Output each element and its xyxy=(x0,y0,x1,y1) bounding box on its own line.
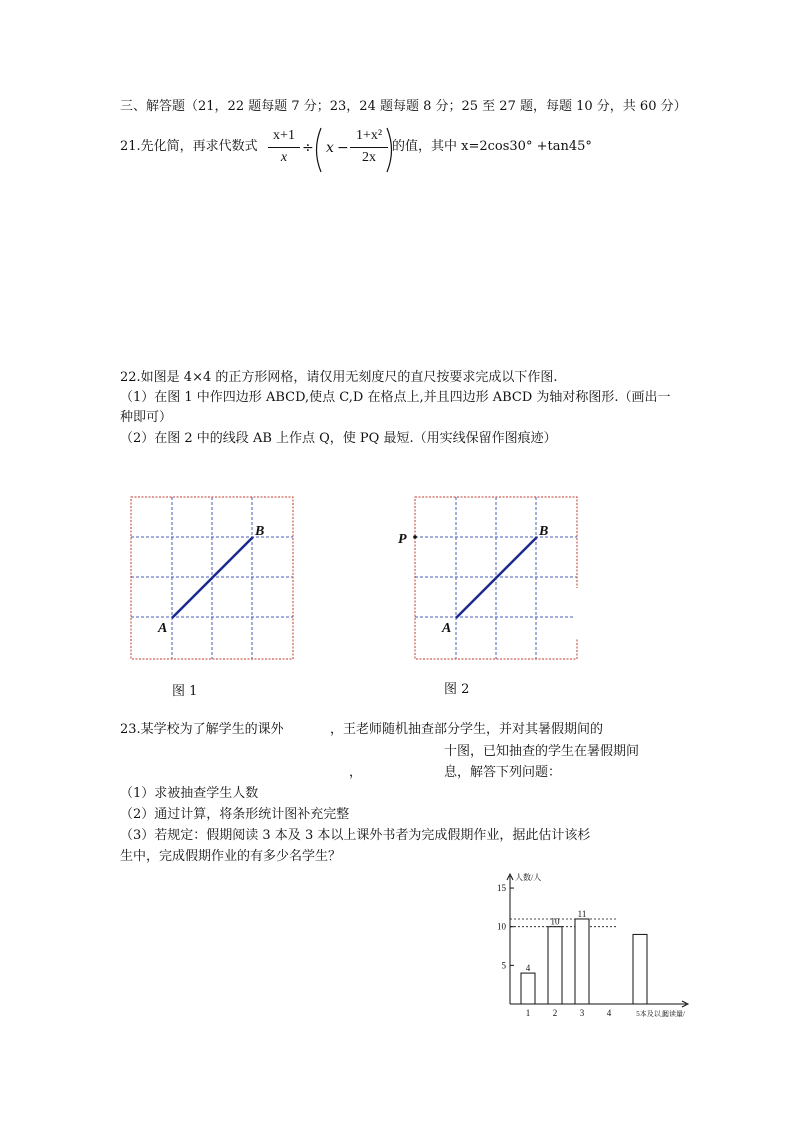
q21-frac1-numerator: x+1 xyxy=(273,128,295,143)
x-axis-label: 阅读量/ xyxy=(662,1010,685,1018)
category-label: 2 xyxy=(552,1008,558,1018)
q21-div-sign: ÷ xyxy=(302,140,314,156)
figure-1-grid xyxy=(120,488,310,668)
bar-5 xyxy=(633,934,647,1004)
bar-3 xyxy=(575,919,589,1004)
fig2-label-p: P xyxy=(398,532,407,547)
bar-2 xyxy=(548,927,562,1004)
bar-value-label: 4 xyxy=(525,963,531,974)
bar-value-label: 11 xyxy=(577,908,587,919)
q21-fraction-2 xyxy=(350,128,388,170)
q23-part2: （2）通过计算，将条形统计图补充完整 xyxy=(120,807,350,822)
q23-part3-line1: （3）若规定：假期阅读 3 本及 3 本以上课外书者为完成假期作业，据此估计该杉 xyxy=(120,828,591,843)
category-label: 4 xyxy=(606,1008,612,1018)
q23-part1: （1）求被抽查学生人数 xyxy=(120,786,259,801)
bar-1 xyxy=(521,973,535,1004)
section-heading: 三、解答题（21，22 题每题 7 分；23，24 题每题 8 分；25 至 27 题，每题 10 分，共 60 分） xyxy=(120,99,687,114)
q21-suffix: 的值，其中 x=2cos30° +tan45° xyxy=(392,139,592,154)
category-label: 3 xyxy=(579,1008,585,1018)
fig2-scan-gap xyxy=(573,588,583,638)
q21-frac2-denominator: 2x xyxy=(362,150,376,165)
q21-frac1-denominator: x xyxy=(280,150,288,165)
fig1-label-a: A xyxy=(158,621,168,636)
reading-bar-chart xyxy=(488,866,698,1022)
q23-part3-line2: 生中，完成假期作业的有多少名学生？ xyxy=(120,849,342,864)
q22-part2: （2）在图 2 中的线段 AB 上作点 Q，使 PQ 最短.（用实线保留作图痕迹） xyxy=(120,431,557,446)
category-label: 5本及以上 xyxy=(636,1010,668,1018)
q21-minus: − xyxy=(337,140,349,156)
y-tick-label: 15 xyxy=(497,883,506,894)
q23-line3-b: 息，解答下列问题： xyxy=(444,765,562,780)
category-label: 1 xyxy=(525,1008,531,1018)
q21-prefix: 21.先化简，再求代数式 xyxy=(120,139,258,154)
q23-line2: 十图，已知抽查的学生在暑假期间 xyxy=(444,744,640,759)
q22-part1-line1: （1）在图 1 中作四边形 ABCD,使点 C,D 在格点上,并且四边形 ABCD 为轴对称图形.（画出一 xyxy=(120,390,671,405)
y-axis-label: 人数/人 xyxy=(515,873,542,882)
q21-fraction-1 xyxy=(268,128,300,170)
fig2-label-b: B xyxy=(539,524,549,539)
fig2-label-a: A xyxy=(442,621,452,636)
q23-line3-a: ， xyxy=(349,765,363,780)
q23-line1-a: 23.某学校为了解学生的课外 xyxy=(120,722,284,737)
fig1-label-b: B xyxy=(255,524,265,539)
q23-line1-b: ，王老师随机抽查部分学生，并对其暑假期间的 xyxy=(330,722,604,737)
y-tick-label: 10 xyxy=(497,921,506,932)
fig2-caption: 图 2 xyxy=(444,682,470,697)
fig2-point-p xyxy=(413,535,417,539)
figure-2-grid xyxy=(395,488,590,668)
q22-stem: 22.如图是 4×4 的正方形网格，请仅用无刻度尺的直尺按要求完成以下作图. xyxy=(120,370,558,385)
y-tick-label: 5 xyxy=(501,960,506,971)
q21-frac2-numerator: 1+x² xyxy=(355,128,383,143)
q22-part1-line2: 种即可） xyxy=(120,410,173,425)
q21-paren-x: x xyxy=(326,140,334,156)
fig1-caption: 图 1 xyxy=(172,684,198,699)
bar-value-label: 10 xyxy=(550,916,560,927)
